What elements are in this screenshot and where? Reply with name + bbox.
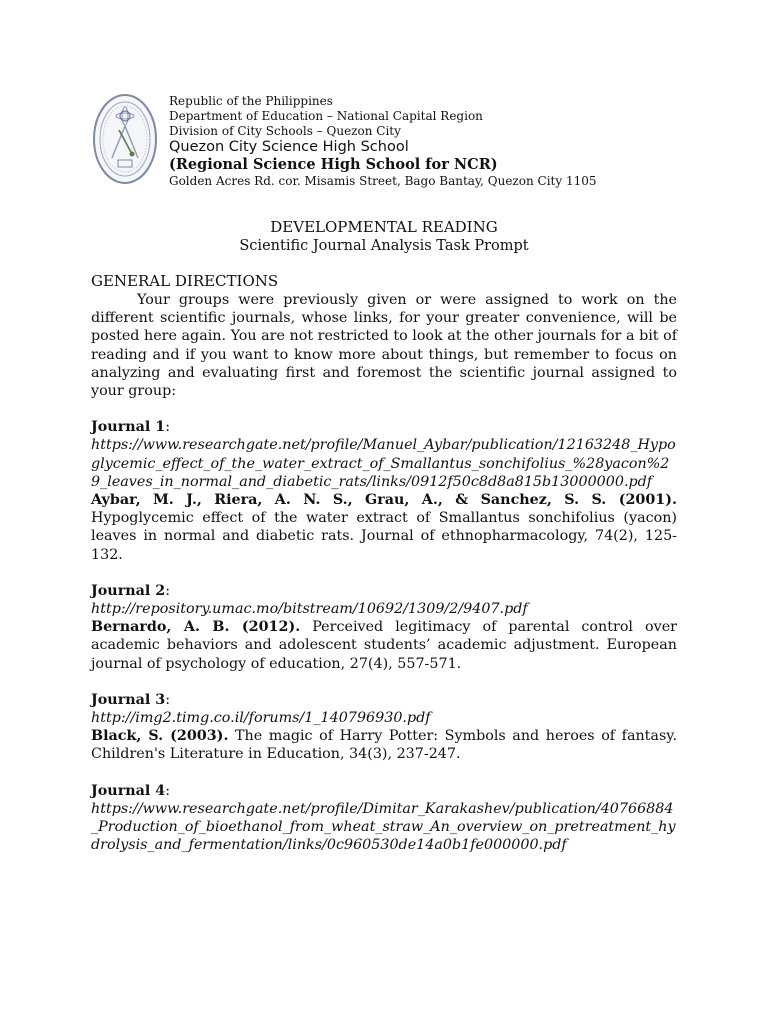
journal-citation: [91, 727, 677, 763]
journal-2: [91, 582, 677, 673]
journal-1: [91, 418, 677, 564]
page-subtitle: Scientific Journal Analysis Task Prompt: [239, 238, 529, 254]
citation-authors: Aybar, M. J., Riera, A. N. S., Grau, A., & Sanchez, S. S. (2001).: [91, 492, 677, 509]
title-block: [91, 218, 677, 255]
journal-link[interactable]: https://www.researchgate.net/profile/Manuel_Aybar/publication/12163248_Hypoglycemic_effect_of_the_water_extract_of_Smallantus_sonchifolius_%28yacon%29_leaves_in_normal_and_diabetic_rats/links/0912f50c8d8a815b13000000.pdf: [91, 437, 676, 490]
school-seal-icon: [92, 92, 158, 188]
school-name: Quezon City Science High School: [169, 139, 409, 155]
citation-authors: Black, S. (2003).: [91, 728, 229, 745]
journal-label: Journal 4:: [91, 782, 171, 799]
journal-link[interactable]: https://www.researchgate.net/profile/Dimitar_Karakashev/publication/40766884_Production_of_bioethanol_from_wheat_straw_An_overview_on_pretreatment_hydrolysis_and_fermentation/links/0c960530de14a0b1fe000000.pdf: [91, 800, 676, 854]
journal-label: Journal 2:: [91, 582, 171, 599]
page-title: DEVELOPMENTAL READING: [270, 218, 498, 236]
journal-4: [91, 782, 677, 855]
citation-authors: Bernardo, A. B. (2012).: [91, 619, 301, 636]
document-body: [91, 272, 677, 854]
division-line: Division of City Schools – Quezon City: [169, 124, 401, 138]
journal-citation: [91, 491, 677, 564]
journal-link[interactable]: http://img2.timg.co.il/forums/1_140796930.pdf: [91, 710, 431, 727]
journal-citation: [91, 618, 677, 673]
citation-text: Perceived legitimacy of parental control over academic behaviors and adolescent students’ academic adjustment. European journal of psychology of education, 27(4), 557-571.: [91, 619, 677, 672]
department-line: Department of Education – National Capital Region: [169, 109, 483, 123]
school-designation: (Regional Science High School for NCR): [169, 156, 498, 173]
letterhead-text: [169, 94, 689, 189]
journal-label: Journal 1:: [91, 419, 171, 436]
journal-label: Journal 3:: [91, 691, 171, 708]
citation-text: The magic of Harry Potter: Symbols and heroes of fantasy. Children's Literature in Education, 34(3), 237-247.: [91, 728, 678, 763]
journal-3: [91, 691, 677, 764]
school-address: Golden Acres Rd. cor. Misamis Street, Bago Bantay, Quezon City 1105: [169, 174, 597, 188]
journal-link[interactable]: http://repository.umac.mo/bitstream/10692/1309/2/9407.pdf: [91, 601, 528, 618]
directions-heading: GENERAL DIRECTIONS: [91, 272, 279, 290]
country-line: Republic of the Philippines: [169, 94, 333, 108]
citation-text: Hypoglycemic effect of the water extract of Smallantus sonchifolius (yacon) leaves in normal and diabetic rats. Journal of ethnopharmacology, 74(2), 125-132.: [91, 510, 677, 563]
directions-paragraph: Your groups were previously given or were assigned to work on the different scientific journals, whose links, for your greater convenience, will be posted here again. You are not restricted to look at the other journals for a bit of reading and if you want to know more about things, but remember to focus on analyzing and evaluating first and foremost the scientific journal assigned to your group:: [91, 292, 677, 400]
